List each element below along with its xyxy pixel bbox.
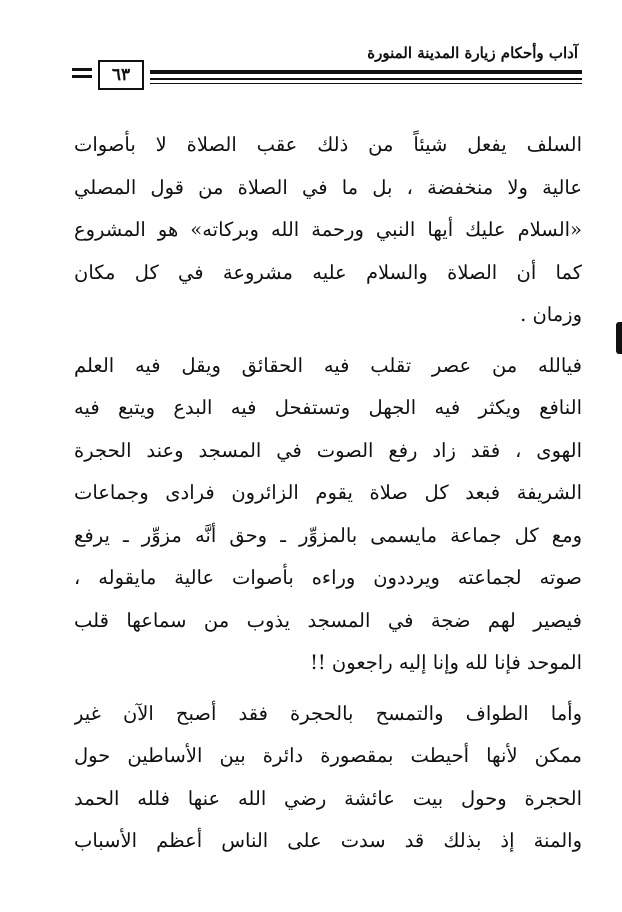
- header-rule-hairline: [150, 83, 582, 84]
- text-line: ممكن لأنها أحيطت بمقصورة دائرة بين الأساطين حول: [74, 744, 582, 767]
- text-line: عالية ولا منخفضة ، بل ما في الصلاة من قول المصلي: [74, 175, 582, 199]
- text-line: وأما الطواف والتمسح بالحجرة فقد أصبح الآن غير: [74, 701, 582, 725]
- text-line: الهوى ، فقد زاد رفع الصوت في المسجد وعند الحجرة: [74, 438, 582, 462]
- text-line: ومع كل جماعة مايسمى بالمزوِّر ـ وحق أنَّه مزوِّر ـ يرفع: [74, 523, 582, 547]
- running-title: آداب وأحكام زيارة المدينة المنورة: [367, 44, 578, 62]
- page-number: ٦٣: [98, 60, 144, 90]
- text-line: النافع ويكثر فيه الجهل وتستفحل فيه البدع ويتبع فيه: [74, 396, 582, 419]
- text-line: كما أن الصلاة والسلام عليه مشروعة في كل مكان: [74, 260, 582, 284]
- body-text: [74, 124, 582, 863]
- text-line: الحجرة وحول بيت عائشة رضي الله عنها فلله الحمد: [74, 786, 582, 810]
- text-line: والمنة إذ بذلك قد سدت على الناس أعظم الأسباب: [74, 829, 582, 852]
- header-rule-thick: [150, 70, 582, 74]
- text-line: وزمان .: [520, 303, 582, 326]
- header-rule-thin: [150, 78, 582, 80]
- text-line: «السلام عليك أيها النبي ورحمة الله وبركاته» هو المشروع: [74, 218, 582, 241]
- text-line: الشريفة فبعد كل صلاة يقوم الزائرون فرادى وجماعات: [74, 481, 582, 504]
- text-line: صوته لجماعته ويرددون وراءه بأصوات عالية مايقوله ،: [74, 566, 582, 589]
- text-line: السلف يفعل شيئاً من ذلك عقب الصلاة لا بأصوات: [74, 133, 582, 156]
- scan-edge-mark: [616, 322, 622, 354]
- text-line: الموحد فإنا لله وإنا إليه راجعون !!: [310, 651, 582, 674]
- text-line: فيصير لهم ضجة في المسجد يذوب من سماعها قلب: [74, 608, 582, 632]
- ornament-double-bar: [72, 68, 92, 82]
- text-line: فيالله من عصر تقلب فيه الحقائق ويقل فيه العلم: [74, 353, 582, 377]
